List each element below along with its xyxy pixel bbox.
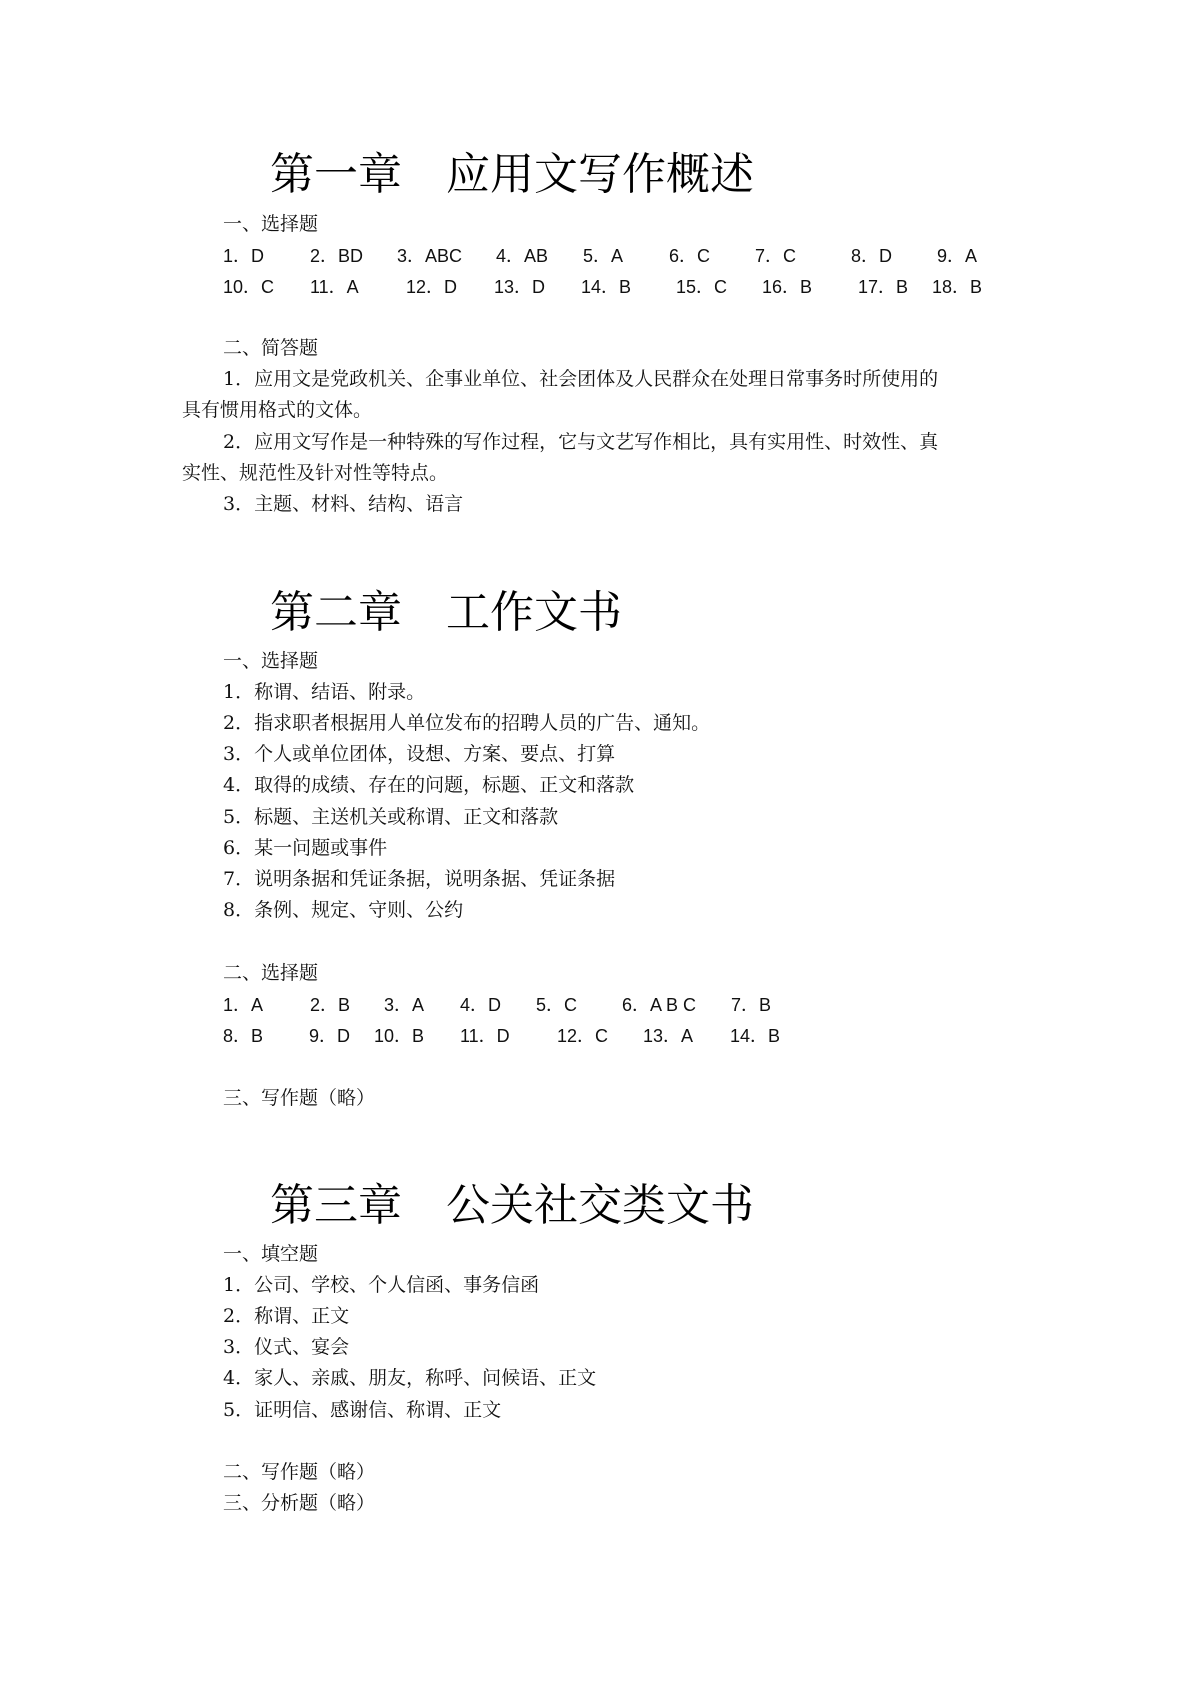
answer: 14．B — [730, 1026, 781, 1046]
answer: 6．C — [669, 246, 711, 266]
chapter-2-title: 第二章 工作文书 — [270, 587, 622, 638]
answer: 8．B — [223, 1026, 264, 1046]
answer: 11．A — [310, 277, 359, 297]
list-item: 7．说明条据和凭证条据，说明条据、凭证条据 — [223, 868, 616, 890]
answer: 1．A — [223, 995, 264, 1015]
ch1-short-answer-3: 3．主题、材料、结构、语言 — [223, 493, 464, 515]
list-item: 1．称谓、结语、附录。 — [223, 681, 426, 703]
answer: 10．C — [223, 277, 275, 297]
ch3-analysis: 三、分析题（略） — [223, 1492, 376, 1514]
list-item: 5．标题、主送机关或称谓、正文和落款 — [223, 806, 559, 828]
answer: 6．A B C — [622, 995, 697, 1015]
answer: 10．B — [374, 1026, 425, 1046]
list-item: 6．某一问题或事件 — [223, 837, 388, 859]
list-item: 8．条例、规定、守则、公约 — [223, 899, 464, 921]
answer: 5．A — [583, 246, 624, 266]
chapter-3-title: 第三章 公关社交类文书 — [270, 1180, 754, 1231]
answer: 11．D — [460, 1026, 510, 1046]
ch1-choice-heading: 一、选择题 — [223, 213, 319, 235]
list-item: 4．取得的成绩、存在的问题，标题、正文和落款 — [223, 774, 635, 796]
ch1-short-answer-1: 1．应用文是党政机关、企事业单位、社会团体及人民群众在处理日常事务时所使用的 — [223, 368, 939, 390]
list-item: 3．个人或单位团体，设想、方案、要点、打算 — [223, 743, 616, 765]
ch2-choice-heading: 二、选择题 — [223, 962, 319, 984]
answer: 9．D — [309, 1026, 351, 1046]
answer: 16．B — [762, 277, 813, 297]
ch1-short-answer-2-cont: 实性、规范性及针对性等特点。 — [182, 462, 449, 484]
list-item: 4．家人、亲戚、朋友，称呼、问候语、正文 — [223, 1367, 597, 1389]
ch1-short-heading: 二、简答题 — [223, 337, 319, 359]
answer: 17．B — [858, 277, 909, 297]
answer: 14．B — [581, 277, 632, 297]
ch2-writing: 三、写作题（略） — [223, 1087, 376, 1109]
answer: 3．A — [384, 995, 425, 1015]
answer: 2．B — [310, 995, 351, 1015]
ch1-short-answer-2: 2．应用文写作是一种特殊的写作过程，它与文艺写作相比，具有实用性、时效性、真 — [223, 431, 939, 453]
chapter-1-title: 第一章 应用文写作概述 — [270, 149, 754, 200]
ch3-writing: 二、写作题（略） — [223, 1461, 376, 1483]
answer: 18．B — [932, 277, 983, 297]
answer: 12．C — [557, 1026, 609, 1046]
ch1-short-answer-1-cont: 具有惯用格式的文体。 — [182, 399, 373, 421]
list-item: 1．公司、学校、个人信函、事务信函 — [223, 1274, 540, 1296]
list-item: 2．称谓、正文 — [223, 1305, 350, 1327]
answer: 7．B — [731, 995, 772, 1015]
answer: 7．C — [755, 246, 797, 266]
answer: 1．D — [223, 246, 265, 266]
list-item: 5．证明信、感谢信、称谓、正文 — [223, 1399, 502, 1421]
answer: 2．BD — [310, 246, 364, 266]
answer: 4．AB — [496, 246, 549, 266]
list-item: 3．仪式、宴会 — [223, 1336, 350, 1358]
answer: 12．D — [406, 277, 458, 297]
ch2-first-heading: 一、选择题 — [223, 650, 319, 672]
ch3-fill-heading: 一、填空题 — [223, 1243, 319, 1265]
list-item: 2．指求职者根据用人单位发布的招聘人员的广告、通知。 — [223, 712, 711, 734]
answer: 15．C — [676, 277, 728, 297]
answer: 13．D — [494, 277, 546, 297]
answer: 3．ABC — [397, 246, 463, 266]
answer: 8．D — [851, 246, 893, 266]
answer: 4．D — [460, 995, 502, 1015]
answer: 5．C — [536, 995, 578, 1015]
answer: 13．A — [643, 1026, 694, 1046]
answer: 9．A — [937, 246, 978, 266]
